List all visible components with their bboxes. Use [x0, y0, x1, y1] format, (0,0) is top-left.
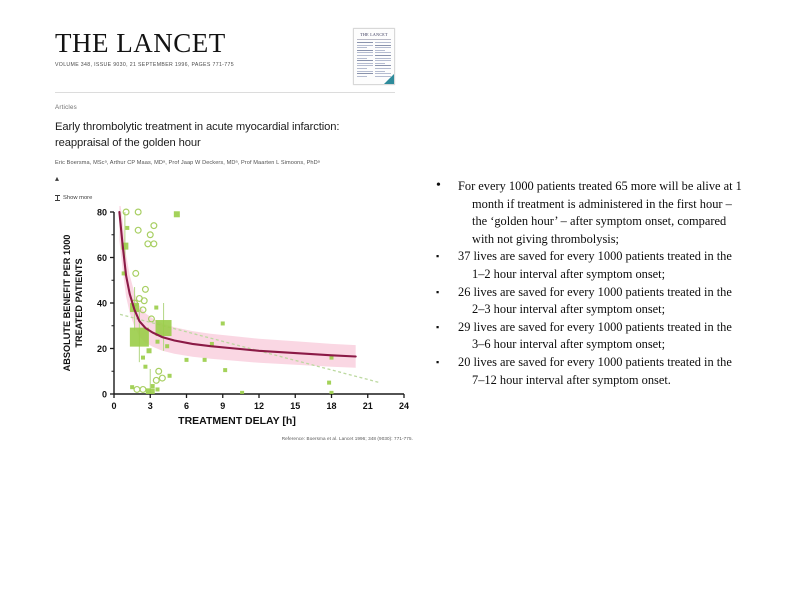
author-affiliation-marker — [55, 168, 395, 186]
x-axis-tick-label: 9 — [220, 401, 226, 411]
scatter-point-filled — [327, 381, 331, 385]
scatter-point-open — [143, 286, 149, 292]
y-axis-tick-label: 0 — [101, 389, 107, 400]
bullet-item — [434, 248, 746, 283]
bullet-text: 20 lives are saved for every 1000 patients treated in the 7–12 hour interval after symptom onset. — [458, 355, 732, 387]
scatter-point-filled — [143, 365, 147, 369]
x-axis-tick-label: 3 — [147, 401, 153, 411]
cover-divider — [357, 39, 391, 40]
x-axis-tick-label: 15 — [290, 401, 301, 411]
x-axis-tick-label: 0 — [111, 401, 117, 411]
lancet-issue-line: VOLUME 348, ISSUE 9030, 21 SEPTEMBER 1996, PAGES 771-775 — [55, 62, 234, 68]
masthead-divider — [55, 92, 395, 93]
scatter-point-open — [133, 271, 139, 277]
bullet-marker-icon: ▪ — [436, 251, 440, 262]
bullet-marker-icon: ▪ — [436, 321, 440, 332]
scatter-point-filled — [141, 356, 145, 360]
scatter-point-filled — [156, 340, 160, 344]
x-axis-tick-label: 12 — [253, 401, 265, 411]
bullet-marker-icon: • — [436, 178, 441, 193]
scatter-point-filled — [156, 320, 172, 336]
article-section-kicker: Articles — [55, 104, 77, 111]
x-axis-tick-label: 18 — [326, 401, 337, 411]
lancet-wordmark: THE LANCET — [55, 28, 226, 58]
key-findings-panel — [434, 178, 746, 389]
article-title[interactable]: Early thrombolytic treatment in acute myocardial infarction: reappraisal of the golden hour — [55, 121, 340, 150]
scatter-point-filled — [223, 368, 227, 372]
x-axis-title: TREATMENT DELAY [h] — [178, 415, 296, 427]
scatter-point-filled — [203, 358, 207, 362]
cover-corner-accent — [384, 74, 394, 84]
chart-canvas — [52, 198, 417, 430]
scatter-point-open — [145, 241, 151, 247]
scatter-point-filled — [185, 358, 189, 362]
scatter-point-open — [159, 375, 165, 381]
journal-cover-thumbnail[interactable] — [353, 28, 395, 85]
scatter-point-open — [153, 377, 159, 383]
plot-area — [119, 198, 379, 397]
y-axis-tick-label: 20 — [96, 343, 107, 354]
masthead-text-block — [55, 28, 234, 68]
scatter-point-open — [156, 368, 162, 374]
scatter-point-open — [123, 209, 129, 215]
cover-columns — [354, 42, 394, 78]
scatter-point-filled — [151, 384, 155, 388]
y-axis-tick-label: 60 — [96, 252, 107, 263]
scatter-point-open — [135, 209, 141, 215]
article-authors: Eric Boersma, MScᵃ, Arthur CP Maas, MDᵃ, Prof Jaap W Deckers, MDᵃ, Prof Maarten L Simoons, PhDᵃ — [55, 160, 320, 167]
scatter-point-open — [140, 387, 146, 393]
bullet-item — [434, 354, 746, 389]
scatter-point-filled — [221, 321, 225, 325]
scatter-point-filled — [130, 385, 134, 389]
cover-wordmark: THE LANCET — [360, 32, 388, 37]
bullet-item — [434, 284, 746, 319]
bullet-item — [434, 178, 746, 248]
cover-column-right — [375, 42, 391, 78]
scatter-point-filled — [156, 387, 160, 391]
bullet-marker-icon: ▪ — [436, 357, 440, 368]
y-axis-title: ABSOLUTE BENEFIT PER 1000 — [62, 234, 72, 372]
x-axis-tick-label: 24 — [398, 401, 410, 411]
bullet-marker-icon: ▪ — [436, 286, 440, 297]
scatter-point-filled — [174, 211, 180, 217]
scatter-point-filled — [168, 374, 172, 378]
scatter-point-open — [147, 232, 153, 238]
x-axis-tick-label: 6 — [183, 401, 190, 411]
confidence-band — [119, 198, 355, 367]
bullet-list — [434, 178, 746, 389]
bullet-text: 37 lives are saved for every 1000 patients treated in the 1–2 hour interval after symptom onset; — [458, 249, 732, 282]
scatter-point-filled — [154, 306, 158, 310]
lancet-article-clipping — [55, 28, 395, 201]
y-axis-title-line2: TREATED PATIENTS — [74, 258, 84, 348]
lancet-masthead — [55, 28, 395, 86]
bullet-text: 26 lives are saved for every 1000 patients treated in the 2–3 hour interval after symptom onset; — [458, 284, 732, 317]
scatter-point-open — [134, 387, 140, 393]
y-axis-tick-label: 40 — [96, 298, 107, 309]
chart-reference-caption: Reference: Boersma et al. Lancet 1996; 348 (9030): 771-775. — [281, 436, 413, 441]
scatter-point-open — [151, 223, 157, 229]
x-axis-tick-label: 21 — [362, 401, 373, 411]
y-axis-tick-label: 80 — [96, 207, 107, 218]
scatter-point-open — [151, 241, 157, 247]
scatter-point-open — [135, 227, 141, 233]
scatter-point-filled — [125, 226, 129, 230]
scatter-point-open — [141, 298, 147, 304]
scatter-point-filled — [130, 328, 149, 347]
bullet-text: For every 1000 patients treated 65 more will be alive at 1 month if treatment is administered in the first hour – the ‘golden hour’ – after symptom onset, compared with not giving thrombolysis; — [458, 179, 742, 246]
bullet-text: 29 lives are saved for every 1000 patients treated in the 3–6 hour interval after symptom onset; — [458, 319, 732, 352]
cover-column-left — [357, 42, 373, 78]
scatter-point-filled — [165, 344, 169, 348]
show-more-label: Show more — [63, 194, 93, 201]
benefit-vs-delay-chart — [52, 198, 417, 443]
bullet-item — [434, 319, 746, 354]
scatter-point-filled — [147, 348, 152, 353]
